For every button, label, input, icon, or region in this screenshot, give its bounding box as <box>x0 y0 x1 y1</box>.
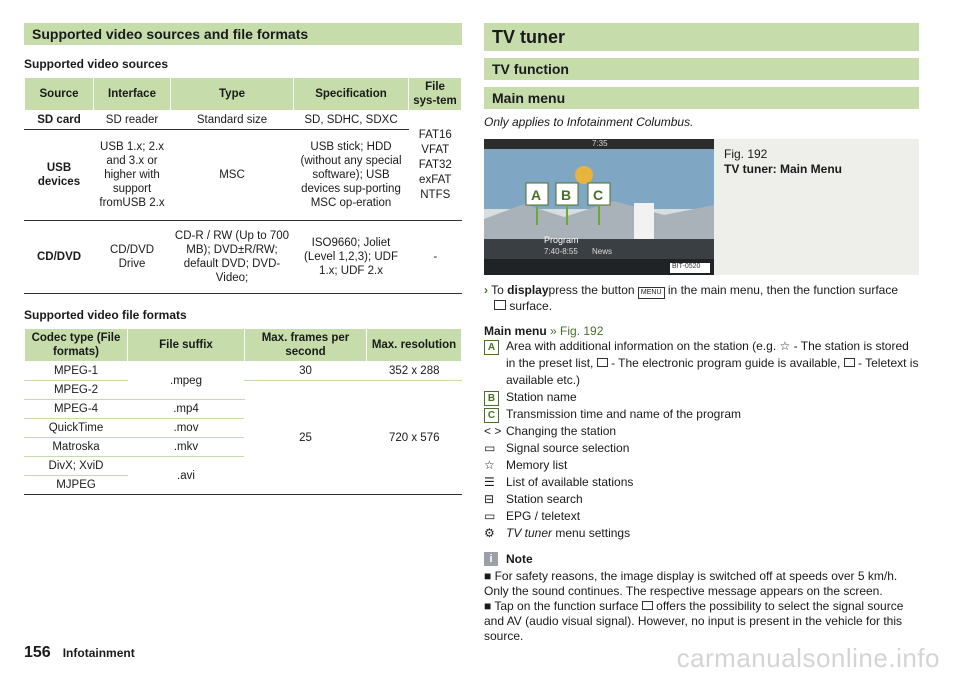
legend-text: EPG / teletext <box>506 509 581 523</box>
figure-number: Fig. 192 <box>724 147 768 161</box>
codec-cell: Matroska <box>25 438 128 457</box>
suffix-cell: .mov <box>128 419 245 438</box>
codec-cell: MPEG-2 <box>25 381 128 400</box>
th-fps: Max. frames per second <box>245 329 367 362</box>
sources-table <box>24 77 462 294</box>
legend-text: Signal source selection <box>506 441 630 455</box>
section-heading: Supported video sources and file formats <box>24 23 462 45</box>
legend-text: - The station is stored in the preset list, <box>506 339 909 370</box>
codec-cell: QuickTime <box>25 419 128 438</box>
teletext-icon <box>844 358 855 367</box>
legend-text: menu settings <box>555 526 631 540</box>
cell-source: SD card <box>25 111 94 130</box>
subsection-heading: Main menu <box>484 87 919 109</box>
legend-item-change <box>484 423 919 440</box>
legend-item-epg <box>484 508 919 525</box>
legend-item-search <box>484 491 919 508</box>
settings-em: TV tuner <box>506 526 553 540</box>
screen-program-news: News <box>592 247 613 256</box>
instruction-text-1: press the button <box>548 283 635 297</box>
legend-item-source <box>484 440 919 457</box>
codec-cell: MPEG-4 <box>25 400 128 419</box>
screen-icon: ▭ <box>484 441 496 455</box>
letter-c-icon: C <box>484 408 499 423</box>
formats-table <box>24 328 462 495</box>
screen-icon <box>494 300 506 310</box>
bullet-icon: ■ <box>484 569 492 583</box>
cell-spec: SD, SDHC, SDXC <box>294 111 409 130</box>
legend-item-a <box>484 338 919 389</box>
letter-b-icon: B <box>484 391 499 406</box>
applies-note: Only applies to Infotainment Columbus. <box>484 115 694 129</box>
cell-type: Standard size <box>171 111 294 130</box>
th-suffix: File suffix <box>128 329 245 362</box>
callout-b: B <box>561 187 572 203</box>
screen-program-time: 7:40-8:55 <box>544 247 578 256</box>
th-resolution: Max. resolution <box>367 329 462 362</box>
cell-source: CD/DVD <box>25 221 94 294</box>
page-footer <box>24 644 135 662</box>
legend-item-memory <box>484 457 919 474</box>
th-interface: Interface <box>94 78 171 111</box>
info-icon: i <box>484 552 498 566</box>
note-label: Note <box>506 552 533 566</box>
instruction-to: To <box>491 283 504 297</box>
cell-filesystem: FAT16 VFAT FAT32 exFAT NTFS <box>409 111 462 221</box>
page-number: 156 <box>24 644 51 661</box>
fps-cell: 25 <box>245 381 367 495</box>
section-heading: TV function <box>484 58 919 80</box>
screen-program: Program <box>544 235 579 245</box>
legend-item-list <box>484 474 919 491</box>
instruction-display: display <box>507 283 549 297</box>
chapter-heading: TV tuner <box>484 23 919 51</box>
legend-text: Memory list <box>506 458 568 472</box>
right-column <box>484 23 919 644</box>
legend-text: Station search <box>506 492 583 506</box>
note-text-2a: Tap on the function surface <box>494 599 639 613</box>
instruction <box>484 283 919 314</box>
figure-title: TV tuner: Main Menu <box>724 162 842 176</box>
search-icon: ⊟ <box>484 492 495 506</box>
cell-type: CD-R / RW (Up to 700 MB); DVD±R/RW; default DVD; DVD-Video; <box>171 221 294 294</box>
callout-a: A <box>531 187 542 203</box>
note-header <box>484 552 919 566</box>
cell-spec: USB stick; HDD (without any special software); USB devices sup-porting MSC op-eration <box>294 130 409 221</box>
cell-interface: CD/DVD Drive <box>94 221 171 294</box>
legend-item-settings <box>484 525 919 542</box>
letter-a-icon: A <box>484 340 499 355</box>
resolution-cell: 720 x 576 <box>367 381 462 495</box>
legend-text: Changing the station <box>506 424 617 438</box>
list-icon: ☰ <box>484 475 495 489</box>
legend-text: Station name <box>506 390 577 404</box>
star-icon: ☆ <box>779 339 791 353</box>
watermark: carmanualsonline.info <box>676 643 940 673</box>
fps-cell: 30 <box>245 362 367 381</box>
note-text-1: For safety reasons, the image display is switched off at speeds over 5 km/h. Only the sound continues. The respective message appears on the screen. <box>484 569 898 598</box>
cell-filesystem: - <box>409 221 462 294</box>
figure-reference: » Fig. 192 <box>550 324 604 338</box>
cell-type: MSC <box>171 130 294 221</box>
legend-item-b <box>484 389 919 406</box>
th-codec: Codec type (File formats) <box>25 329 128 362</box>
figure-box <box>484 139 919 275</box>
cell-interface: SD reader <box>94 111 171 130</box>
codec-cell: DivX; XviD <box>25 457 128 476</box>
resolution-cell: 352 x 288 <box>367 362 462 381</box>
th-specification: Specification <box>294 78 409 111</box>
note-text-2b: offers the possibility to select the signal source and AV (audio visual signal). However, no input is present in the vehicle for this source. <box>484 599 904 643</box>
codec-cell: MPEG-1 <box>25 362 128 381</box>
legend-item-c <box>484 406 919 423</box>
star-icon: ☆ <box>484 458 495 472</box>
cell-spec: ISO9660; Joliet (Level 1,2,3); UDF 1.x; UDF 2.x <box>294 221 409 294</box>
screen-icon <box>642 601 653 610</box>
note-body <box>484 569 919 644</box>
suffix-cell: .mpeg <box>128 362 245 400</box>
figure-caption <box>724 147 842 177</box>
legend-text: - The electronic program guide is available, <box>611 356 841 370</box>
epg-icon <box>597 358 608 367</box>
bullet-icon: ■ <box>484 599 492 613</box>
legend-text: Transmission time and name of the program <box>506 407 741 421</box>
figure-code: BIT-0520 <box>672 263 701 270</box>
suffix-cell: .mp4 <box>128 400 245 419</box>
callout-c: C <box>593 187 604 203</box>
main-menu-line <box>484 324 919 338</box>
legend-text: List of available stations <box>506 475 634 489</box>
left-column <box>24 23 462 495</box>
formats-title: Supported video file formats <box>24 308 187 322</box>
th-source: Source <box>25 78 94 111</box>
menu-button-icon: MENU <box>638 287 665 299</box>
legend-text: Area with additional information on the station (e.g. <box>506 339 777 353</box>
screen-time: 7:35 <box>592 139 608 148</box>
instruction-text-3: surface. <box>509 299 553 313</box>
footer-section: Infotainment <box>62 646 135 660</box>
cell-source: USB devices <box>25 130 94 221</box>
cell-interface: USB 1.x; 2.x and 3.x or higher with support fromUSB 2.x <box>94 130 171 221</box>
arrow-icon: › <box>484 283 488 297</box>
th-filesystem: File sys-tem <box>409 78 462 111</box>
epg-icon: ▭ <box>484 509 496 523</box>
instruction-text-2: in the main menu, then the function surface <box>667 283 899 297</box>
legend-text: - Teletext is available etc.) <box>506 356 919 387</box>
sources-title: Supported video sources <box>24 57 169 71</box>
settings-icon: ⚙ <box>484 526 495 540</box>
codec-cell: MJPEG <box>25 476 128 495</box>
suffix-cell: .mkv <box>128 438 245 457</box>
main-menu-label: Main menu <box>484 324 547 338</box>
suffix-cell: .avi <box>128 457 245 495</box>
arrows-icon: < > <box>484 424 502 438</box>
th-type: Type <box>171 78 294 111</box>
tv-screen-image <box>484 139 714 275</box>
